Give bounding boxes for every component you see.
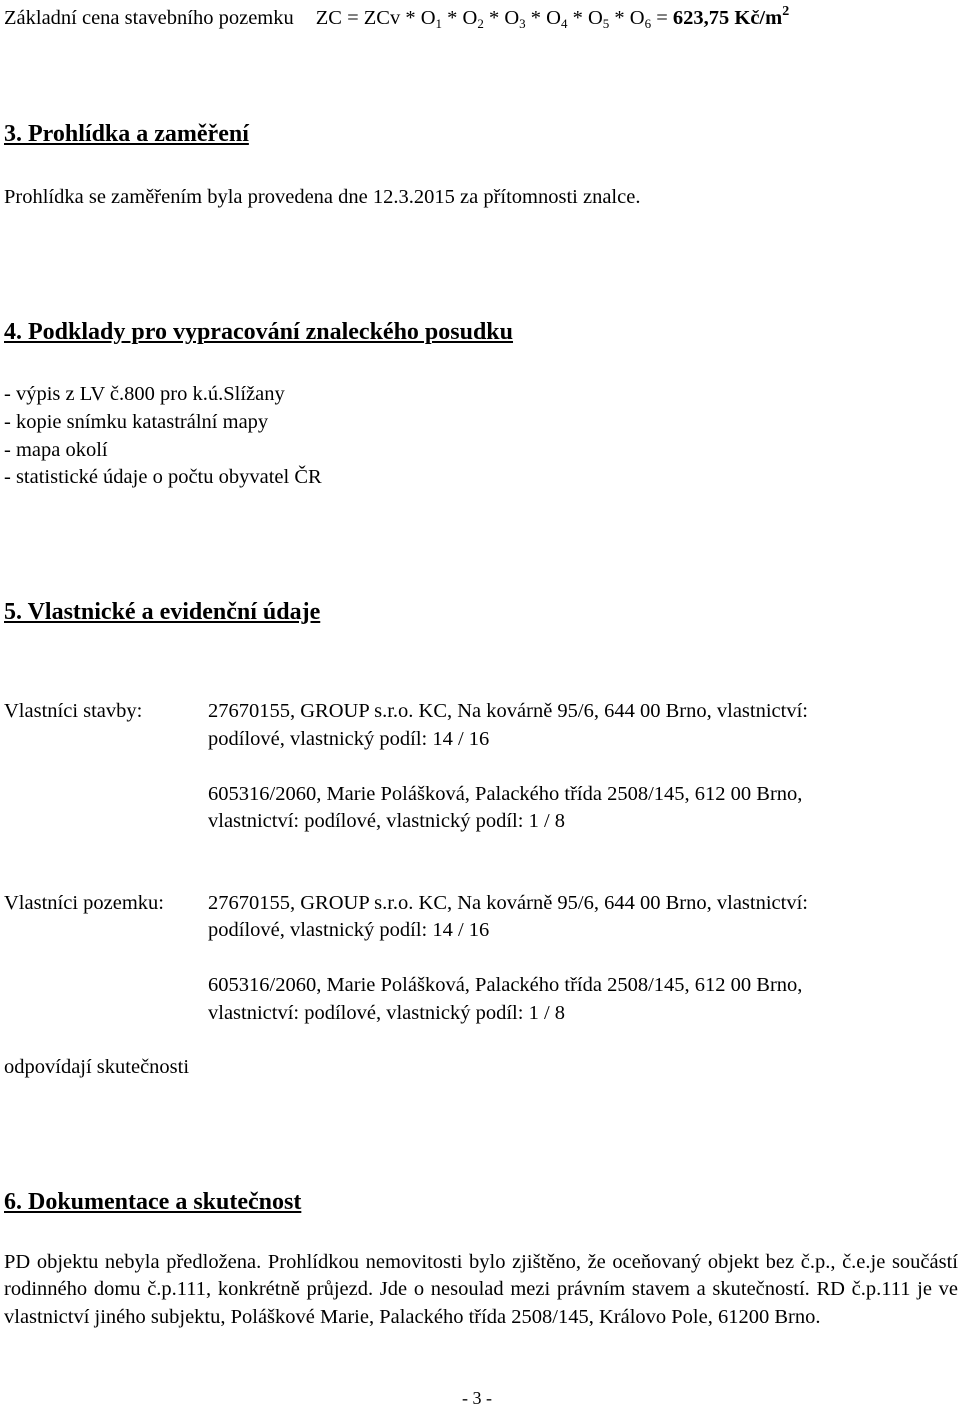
land-owner-1-line-1: 27670155, GROUP s.r.o. KC, Na kovárně 95/6, 644 00 Brno, vlastnictví: bbox=[208, 892, 808, 914]
section-3-title: 3. Prohlídka a zaměření bbox=[4, 121, 249, 147]
list-item: - mapa okolí bbox=[4, 439, 108, 461]
building-owner-1-line-1: 27670155, GROUP s.r.o. KC, Na kovárně 95/6, 644 00 Brno, vlastnictví: bbox=[208, 700, 808, 722]
land-owner-1-line-2: podílové, vlastnický podíl: 14 / 16 bbox=[208, 919, 490, 941]
building-owner-1-line-2: podílové, vlastnický podíl: 14 / 16 bbox=[208, 728, 490, 750]
land-owner-2-line-1: 605316/2060, Marie Polášková, Palackého třída 2508/145, 612 00 Brno, bbox=[208, 974, 803, 996]
building-owner-2-line-2: vlastnictví: podílové, vlastnický podíl: 1 / 8 bbox=[208, 810, 566, 832]
section-3-text: Prohlídka se zaměřením byla provedena dne 12.3.2015 za přítomnosti znalce. bbox=[4, 186, 641, 208]
correspondence-note: odpovídají skutečnosti bbox=[4, 1056, 190, 1078]
price-formula: ZC = ZCv * $O_1 * O_2 * O_3 * O_4 * O_5 * O_6 = 623,75$ $Kč/m^2$ bbox=[315, 4, 790, 31]
price-line bbox=[4, 4, 790, 31]
price-value: 623,75 $Kč/m^2$ bbox=[672, 4, 790, 29]
list-item: - kopie snímku katastrální mapy bbox=[4, 411, 269, 433]
page-number: - 3 - bbox=[462, 1388, 492, 1408]
list-item: - statistické údaje o počtu obyvatel ČR bbox=[4, 466, 322, 488]
land-owners-label: Vlastníci pozemku: bbox=[4, 892, 164, 914]
section-5-title: 5. Vlastnické a evidenční údaje bbox=[4, 599, 321, 625]
section-4-title: 4. Podklady pro vypracování znaleckého posudku bbox=[4, 319, 514, 345]
price-label: Základní cena stavebního pozemku bbox=[4, 7, 294, 29]
building-owners-label: Vlastníci stavby: bbox=[4, 700, 143, 722]
land-owner-2-line-2: vlastnictví: podílové, vlastnický podíl: 1 / 8 bbox=[208, 1002, 566, 1024]
section-6-title: 6. Dokumentace a skutečnost bbox=[4, 1189, 302, 1215]
section-6-text: PD objektu nebyla předložena. Prohlídkou nemovitosti bylo zjištěno, že oceňovaný objekt bez č.p., č.e.je součástí rodinného domu č.p.111, konkrétně průjezd. Jde o nesoulad mezi právním stavem a skutečností. RD č.p.111 je ve vlastnictví jiného subjektu, Poláškové Marie, Palackého třída 2508/145, Královo Pole, 61200 Brno. bbox=[4, 1251, 958, 1328]
building-owner-2-line-1: 605316/2060, Marie Polášková, Palackého třída 2508/145, 612 00 Brno, bbox=[208, 783, 803, 805]
list-item: - výpis z LV č.800 pro k.ú.Slížany bbox=[4, 383, 285, 405]
